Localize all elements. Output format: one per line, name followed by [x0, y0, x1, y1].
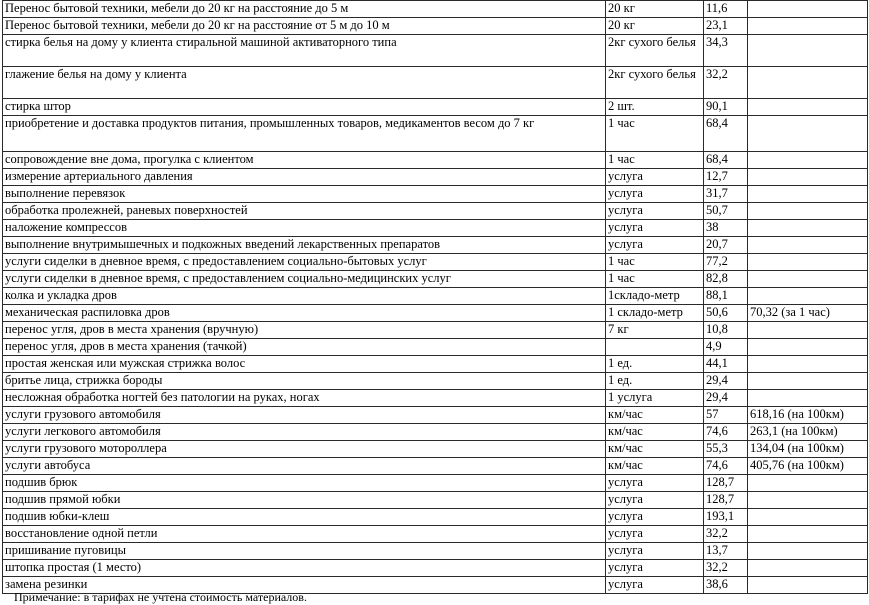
- unit-cell: услуга: [606, 475, 704, 492]
- table-row: [3, 458, 868, 475]
- service-name-cell: услуги сиделки в дневное время, с предоставлением социально-бытовых услуг: [3, 254, 606, 271]
- extra-cell: 263,1 (на 100км): [748, 424, 868, 441]
- extra-cell: [748, 271, 868, 288]
- table-row: [3, 169, 868, 186]
- price-cell: 77,2: [704, 254, 748, 271]
- unit-cell: 7 кг: [606, 322, 704, 339]
- table-row: [3, 18, 868, 35]
- table-row: [3, 116, 868, 152]
- unit-cell: км/час: [606, 441, 704, 458]
- unit-cell: км/час: [606, 424, 704, 441]
- extra-cell: [748, 237, 868, 254]
- table-row: [3, 203, 868, 220]
- unit-cell: услуга: [606, 543, 704, 560]
- price-cell: 57: [704, 407, 748, 424]
- price-cell: 88,1: [704, 288, 748, 305]
- table-row: [3, 475, 868, 492]
- service-name-cell: сопровождение вне дома, прогулка с клиентом: [3, 152, 606, 169]
- price-cell: 32,2: [704, 560, 748, 577]
- table-row: [3, 254, 868, 271]
- service-name-cell: стирка белья на дому у клиента стиральной машиной активаторного типа: [3, 35, 606, 67]
- price-cell: 68,4: [704, 152, 748, 169]
- table-row: [3, 186, 868, 203]
- service-name-cell: наложение компрессов: [3, 220, 606, 237]
- unit-cell: услуга: [606, 186, 704, 203]
- unit-cell: 2 шт.: [606, 99, 704, 116]
- price-cell: 82,8: [704, 271, 748, 288]
- price-cell: 44,1: [704, 356, 748, 373]
- extra-cell: [748, 203, 868, 220]
- table-row: [3, 509, 868, 526]
- table-row: [3, 424, 868, 441]
- extra-cell: [748, 99, 868, 116]
- table-row: [3, 339, 868, 356]
- service-name-cell: услуги грузового автомобиля: [3, 407, 606, 424]
- price-cell: 23,1: [704, 18, 748, 35]
- service-name-cell: услуги грузового мотороллера: [3, 441, 606, 458]
- unit-cell: км/час: [606, 407, 704, 424]
- table-row: [3, 305, 868, 322]
- service-name-cell: несложная обработка ногтей без патологии на руках, ногах: [3, 390, 606, 407]
- table-row: [3, 390, 868, 407]
- unit-cell: 1 час: [606, 116, 704, 152]
- price-cell: 29,4: [704, 390, 748, 407]
- unit-cell: 1 час: [606, 254, 704, 271]
- extra-cell: [748, 492, 868, 509]
- unit-cell: 20 кг: [606, 18, 704, 35]
- extra-cell: [748, 577, 868, 594]
- price-cell: 20,7: [704, 237, 748, 254]
- tariff-table-body: [3, 1, 868, 594]
- extra-cell: [748, 322, 868, 339]
- extra-cell: [748, 169, 868, 186]
- extra-cell: 405,76 (на 100км): [748, 458, 868, 475]
- price-cell: 128,7: [704, 492, 748, 509]
- service-name-cell: простая женская или мужская стрижка волос: [3, 356, 606, 373]
- table-row: [3, 560, 868, 577]
- service-name-cell: штопка простая (1 место): [3, 560, 606, 577]
- unit-cell: 1 час: [606, 152, 704, 169]
- price-cell: 32,2: [704, 67, 748, 99]
- price-cell: 193,1: [704, 509, 748, 526]
- unit-cell: [606, 339, 704, 356]
- extra-cell: 70,32 (за 1 час): [748, 305, 868, 322]
- table-row: [3, 220, 868, 237]
- price-cell: 50,7: [704, 203, 748, 220]
- price-cell: 12,7: [704, 169, 748, 186]
- table-row: [3, 99, 868, 116]
- price-cell: 38,6: [704, 577, 748, 594]
- footnote: Примечание: в тарифах не учтена стоимость материалов.: [14, 590, 307, 604]
- price-cell: 4,9: [704, 339, 748, 356]
- extra-cell: [748, 339, 868, 356]
- unit-cell: услуга: [606, 492, 704, 509]
- service-name-cell: обработка пролежней, раневых поверхностей: [3, 203, 606, 220]
- table-row: [3, 373, 868, 390]
- service-name-cell: подшив прямой юбки: [3, 492, 606, 509]
- price-cell: 10,8: [704, 322, 748, 339]
- service-name-cell: услуги автобуса: [3, 458, 606, 475]
- service-name-cell: выполнение внутримышечных и подкожных введений лекарственных препаратов: [3, 237, 606, 254]
- price-cell: 34,3: [704, 35, 748, 67]
- service-name-cell: приобретение и доставка продуктов питания, промышленных товаров, медикаментов весом до 7 кг: [3, 116, 606, 152]
- extra-cell: [748, 356, 868, 373]
- extra-cell: [748, 390, 868, 407]
- service-name-cell: механическая распиловка дров: [3, 305, 606, 322]
- extra-cell: [748, 560, 868, 577]
- table-row: [3, 322, 868, 339]
- unit-cell: услуга: [606, 220, 704, 237]
- extra-cell: [748, 67, 868, 99]
- service-name-cell: измерение артериального давления: [3, 169, 606, 186]
- unit-cell: 20 кг: [606, 1, 704, 18]
- extra-cell: 134,04 (на 100км): [748, 441, 868, 458]
- extra-cell: [748, 35, 868, 67]
- extra-cell: [748, 152, 868, 169]
- price-cell: 29,4: [704, 373, 748, 390]
- table-row: [3, 152, 868, 169]
- unit-cell: 1складо-метр: [606, 288, 704, 305]
- price-cell: 38: [704, 220, 748, 237]
- unit-cell: км/час: [606, 458, 704, 475]
- service-name-cell: пришивание пуговицы: [3, 543, 606, 560]
- price-cell: 68,4: [704, 116, 748, 152]
- price-cell: 55,3: [704, 441, 748, 458]
- unit-cell: услуга: [606, 237, 704, 254]
- unit-cell: 1 услуга: [606, 390, 704, 407]
- extra-cell: [748, 186, 868, 203]
- price-cell: 11,6: [704, 1, 748, 18]
- table-row: [3, 356, 868, 373]
- service-name-cell: выполнение перевязок: [3, 186, 606, 203]
- table-row: [3, 237, 868, 254]
- table-row: [3, 67, 868, 99]
- unit-cell: 1 час: [606, 271, 704, 288]
- extra-cell: [748, 543, 868, 560]
- unit-cell: 2кг сухого белья: [606, 35, 704, 67]
- price-cell: 74,6: [704, 458, 748, 475]
- price-cell: 50,6: [704, 305, 748, 322]
- unit-cell: 1 складо-метр: [606, 305, 704, 322]
- extra-cell: [748, 509, 868, 526]
- unit-cell: услуга: [606, 577, 704, 594]
- service-name-cell: восстановление одной петли: [3, 526, 606, 543]
- table-row: [3, 288, 868, 305]
- unit-cell: услуга: [606, 169, 704, 186]
- table-row: [3, 35, 868, 67]
- extra-cell: [748, 220, 868, 237]
- unit-cell: 1 ед.: [606, 356, 704, 373]
- service-name-cell: услуги легкового автомобиля: [3, 424, 606, 441]
- table-row: [3, 271, 868, 288]
- service-name-cell: Перенос бытовой техники, мебели до 20 кг на расстояние до 5 м: [3, 1, 606, 18]
- extra-cell: [748, 288, 868, 305]
- price-cell: 128,7: [704, 475, 748, 492]
- table-row: [3, 543, 868, 560]
- table-row: [3, 1, 868, 18]
- service-name-cell: перенос угля, дров в места хранения (вручную): [3, 322, 606, 339]
- price-cell: 90,1: [704, 99, 748, 116]
- service-name-cell: стирка штор: [3, 99, 606, 116]
- service-name-cell: бритье лица, стрижка бороды: [3, 373, 606, 390]
- service-name-cell: глажение белья на дому у клиента: [3, 67, 606, 99]
- extra-cell: [748, 18, 868, 35]
- extra-cell: [748, 116, 868, 152]
- unit-cell: услуга: [606, 203, 704, 220]
- price-cell: 32,2: [704, 526, 748, 543]
- table-row: [3, 526, 868, 543]
- extra-cell: [748, 475, 868, 492]
- extra-cell: [748, 1, 868, 18]
- service-name-cell: замена резинки: [3, 577, 606, 594]
- service-name-cell: подшив брюк: [3, 475, 606, 492]
- extra-cell: [748, 373, 868, 390]
- price-cell: 31,7: [704, 186, 748, 203]
- price-cell: 13,7: [704, 543, 748, 560]
- unit-cell: услуга: [606, 509, 704, 526]
- service-name-cell: колка и укладка дров: [3, 288, 606, 305]
- unit-cell: 2кг сухого белья: [606, 67, 704, 99]
- unit-cell: услуга: [606, 526, 704, 543]
- table-row: [3, 407, 868, 424]
- extra-cell: 618,16 (на 100км): [748, 407, 868, 424]
- service-name-cell: Перенос бытовой техники, мебели до 20 кг на расстояние от 5 м до 10 м: [3, 18, 606, 35]
- extra-cell: [748, 254, 868, 271]
- unit-cell: услуга: [606, 560, 704, 577]
- service-name-cell: подшив юбки-клеш: [3, 509, 606, 526]
- service-name-cell: перенос угля, дров в места хранения (тачкой): [3, 339, 606, 356]
- unit-cell: 1 ед.: [606, 373, 704, 390]
- table-row: [3, 441, 868, 458]
- price-cell: 74,6: [704, 424, 748, 441]
- extra-cell: [748, 526, 868, 543]
- service-name-cell: услуги сиделки в дневное время, с предоставлением социально-медицинских услуг: [3, 271, 606, 288]
- tariff-table: [2, 0, 868, 594]
- table-row: [3, 492, 868, 509]
